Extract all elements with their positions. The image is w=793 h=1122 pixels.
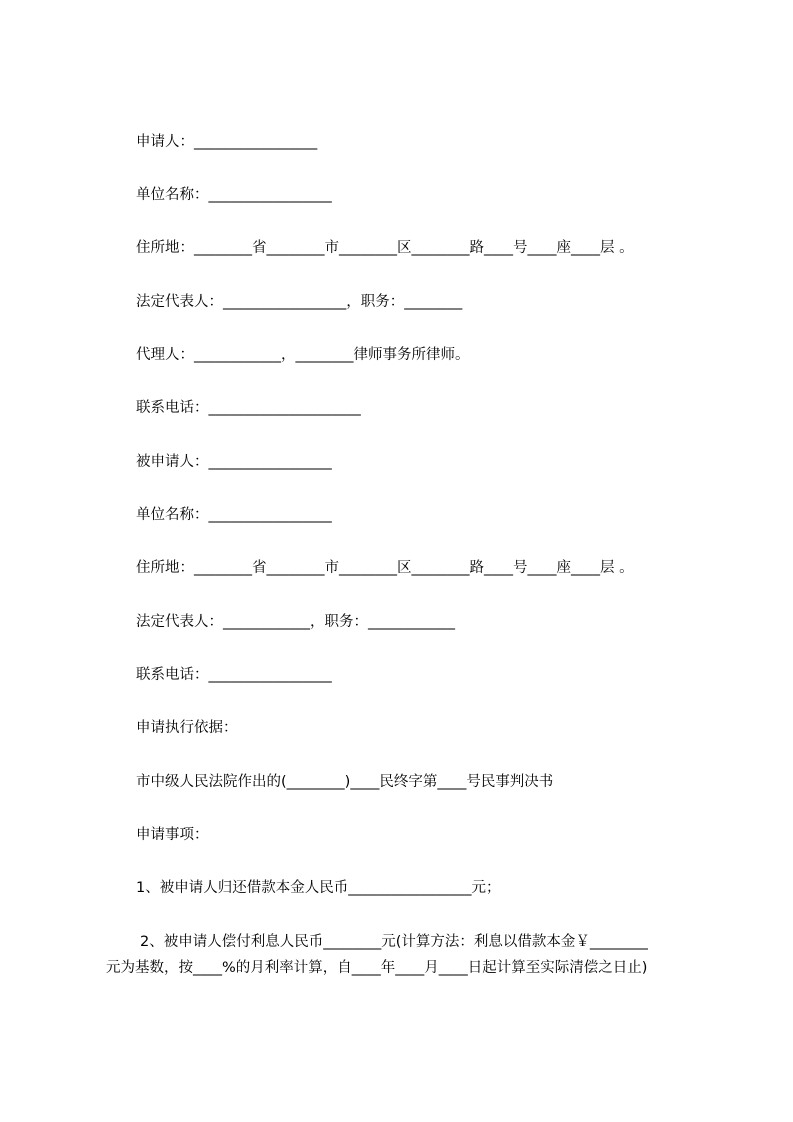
item-2-line-1: 2、被申请人偿付利息人民币________元(计算方法：利息以借款本金￥________ — [140, 934, 648, 950]
applicant-address-line: 住所地：________省________市________区________路____号____座____层 。 — [136, 240, 634, 256]
respondent-name-line: 被申请人：_________________ — [136, 454, 332, 470]
respondent-legal-rep-line: 法定代表人：____________，职务：____________ — [136, 614, 455, 630]
item-1: 1、被申请人归还借款本金人民币_________________元； — [136, 880, 501, 896]
respondent-address-line: 住所地：________省________市________区________路____号____座____层 。 — [136, 560, 634, 576]
applicant-name-line: 申请人：_________________ — [136, 134, 318, 150]
item-2-line-2: 元为基数，按____%的月利率计算，自____年____月____日起计算至实际清偿之日止) — [106, 960, 648, 976]
basis-heading: 申请执行依据： — [136, 720, 238, 736]
applicant-agent-line: 代理人：____________，________律师事务所律师。 — [136, 347, 470, 363]
respondent-phone-line: 联系电话：_________________ — [136, 667, 332, 683]
applicant-phone-line: 联系电话：_____________________ — [136, 400, 361, 416]
items-heading: 申请事项： — [136, 827, 209, 843]
applicant-unit-line: 单位名称：_________________ — [136, 187, 332, 203]
respondent-unit-line: 单位名称：_________________ — [136, 507, 332, 523]
basis-text: 市中级人民法院作出的(________)____民终字第____号民事判决书 — [136, 774, 554, 790]
applicant-legal-rep-line: 法定代表人：_________________，职务：________ — [136, 294, 463, 310]
